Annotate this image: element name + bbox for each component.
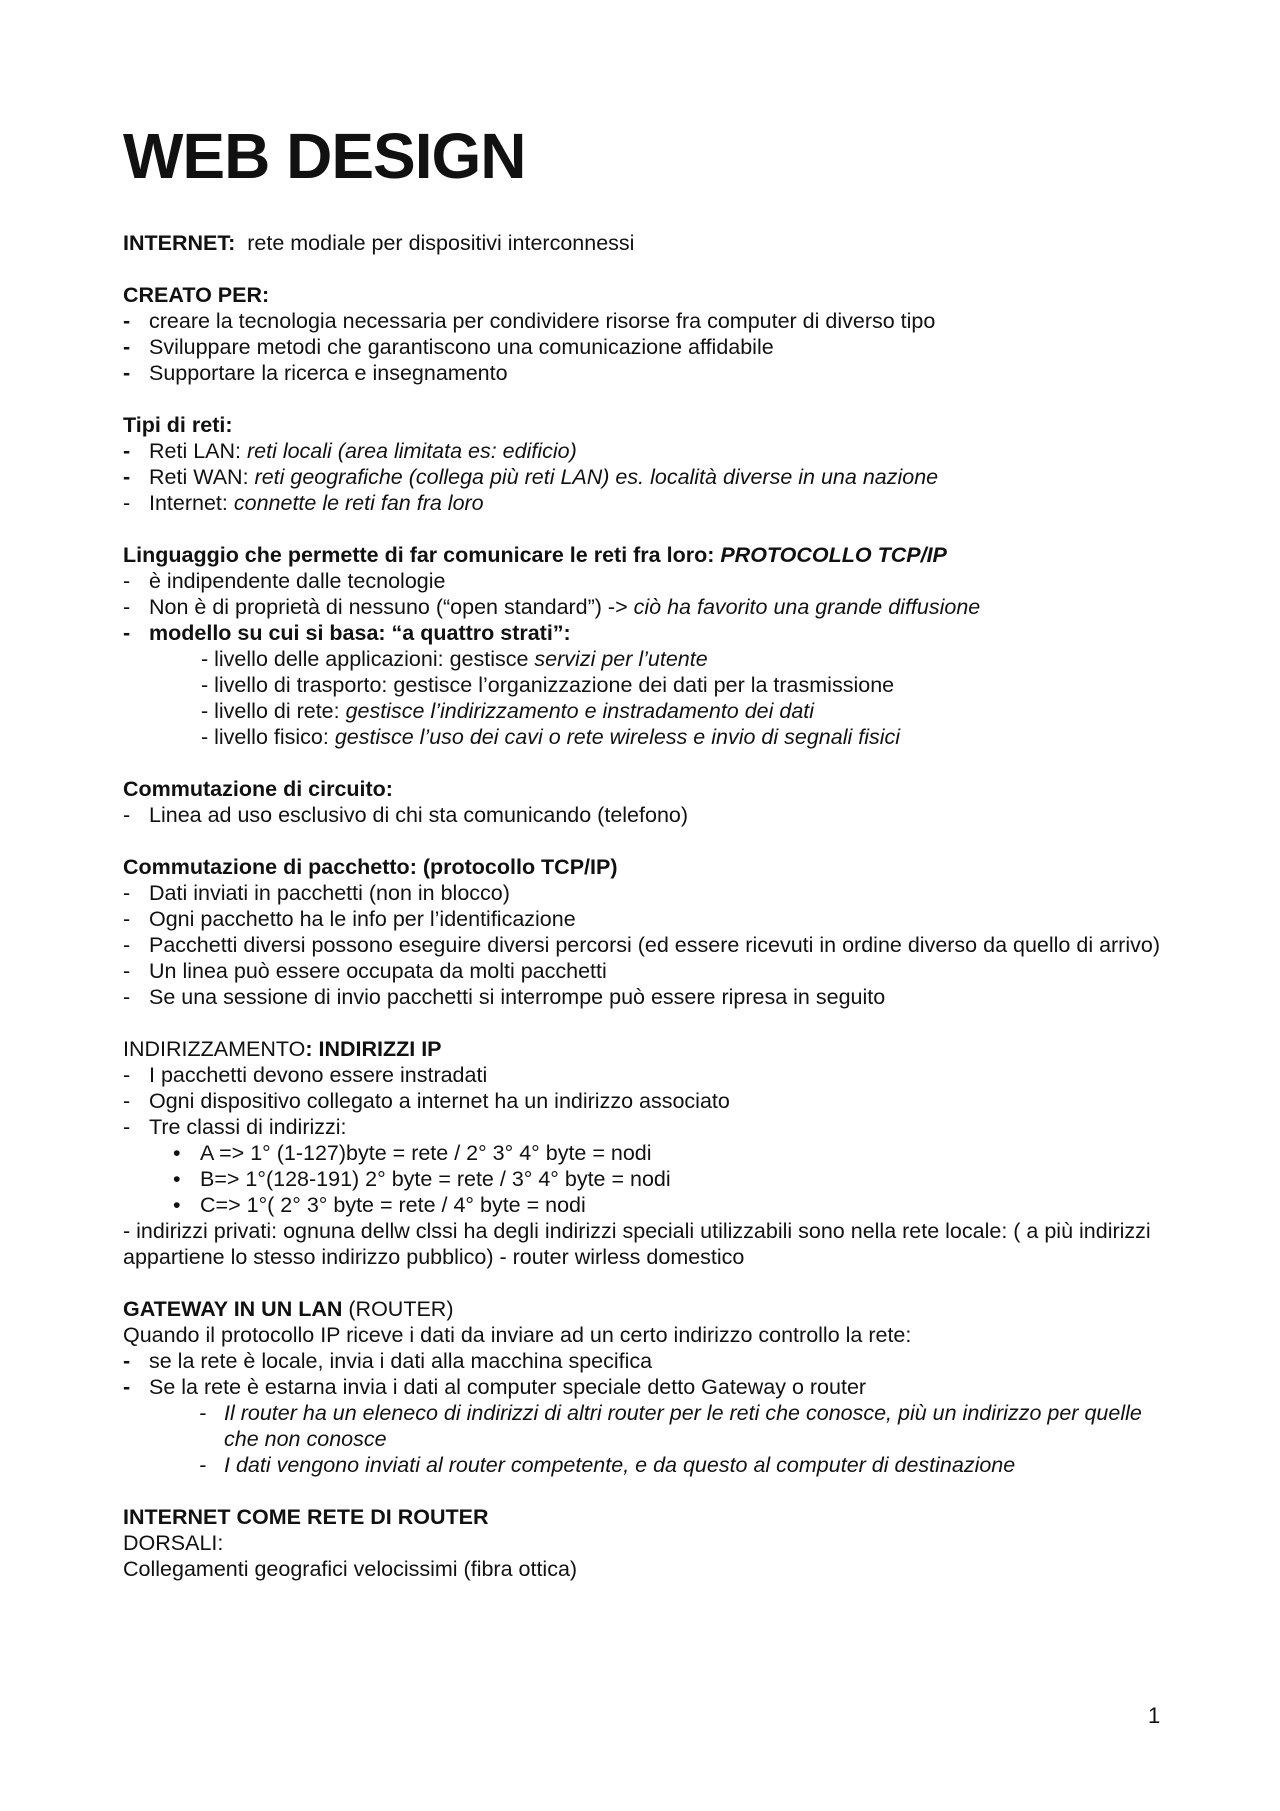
body-text: Collegamenti geografici velocissimi (fibra ottica)	[123, 1557, 578, 1581]
list-item: - se la rete è locale, invia i dati alla macchina specifica	[123, 1348, 1163, 1374]
class-item: • B=> 1°(128-191) 2° byte = rete / 3° 4° byte = nodi	[123, 1166, 1163, 1192]
list-item: - Se una sessione di invio pacchetti si interrompe può essere ripresa in seguito	[123, 984, 1163, 1010]
section-creato	[123, 282, 1163, 386]
sub-list-item: - I dati vengono inviati al router competente, e da questo al computer di destinazione	[123, 1452, 1163, 1478]
section-heading: INTERNET COME RETE DI ROUTER	[123, 1505, 489, 1529]
list-item: - Reti WAN: reti geografiche (collega più reti LAN) es. località diverse in una nazione	[123, 464, 1163, 490]
list-item: - Tre classi di indirizzi:	[123, 1114, 1163, 1140]
list-item: - Linea ad uso esclusivo di chi sta comunicando (telefono)	[123, 802, 1163, 828]
list-item: - Pacchetti diversi possono eseguire diversi percorsi (ed essere ricevuti in ordine diverso da quello di arrivo)	[123, 932, 1163, 958]
section-circuito	[123, 776, 1163, 828]
list-item: - Sviluppare metodi che garantiscono una comunicazione affidabile	[123, 334, 1163, 360]
page-title: WEB DESIGN	[123, 120, 526, 192]
list-item: - Reti LAN: reti locali (area limitata es: edificio)	[123, 438, 1163, 464]
section-heading: CREATO PER:	[123, 283, 270, 307]
internet-definition: INTERNET: rete modiale per dispositivi interconnessi	[123, 231, 635, 255]
list-item: - è indipendente dalle tecnologie	[123, 568, 1163, 594]
private-address-note: - indirizzi privati: ognuna dellw clssi ha degli indirizzi speciali utilizzabili sono nella rete locale: ( a più indirizzi appartiene lo stesso indirizzo pubblico) - router wirless domestico	[123, 1219, 1151, 1269]
section-rete-router	[123, 1504, 1163, 1582]
list-item: - Supportare la ricerca e insegnamento	[123, 360, 1163, 386]
section-pacchetto	[123, 854, 1163, 1010]
section-heading: Tipi di reti:	[123, 413, 233, 437]
section-indirizzamento	[123, 1036, 1163, 1270]
list-item: - I pacchetti devono essere instradati	[123, 1062, 1163, 1088]
subheading: DORSALI:	[123, 1531, 224, 1555]
list-item: - Non è di proprietà di nessuno (“open standard”) -> ciò ha favorito una grande diffusione	[123, 594, 1163, 620]
section-heading: Commutazione di pacchetto: (protocollo TCP/IP)	[123, 855, 618, 879]
section-heading: INDIRIZZAMENTO: INDIRIZZI IP	[123, 1037, 442, 1061]
list-item: - Dati inviati in pacchetti (non in blocco)	[123, 880, 1163, 906]
list-item: - Ogni pacchetto ha le info per l’identificazione	[123, 906, 1163, 932]
list-item: - creare la tecnologia necessaria per condividere risorse fra computer di diverso tipo	[123, 308, 1163, 334]
list-item: - Ogni dispositivo collegato a internet ha un indirizzo associato	[123, 1088, 1163, 1114]
section-heading: Commutazione di circuito:	[123, 777, 393, 801]
level-item: - livello fisico: gestisce l’uso dei cavi o rete wireless e invio di segnali fisici	[201, 725, 901, 749]
page-number: 1	[1148, 1703, 1161, 1728]
list-item: - Se la rete è estarna invia i dati al computer speciale detto Gateway o router	[123, 1374, 1163, 1400]
class-item: • C=> 1°( 2° 3° byte = rete / 4° byte = nodi	[123, 1192, 1163, 1218]
section-gateway	[123, 1296, 1163, 1478]
section-tipi-reti	[123, 412, 1163, 516]
section-heading: GATEWAY IN UN LAN (ROUTER)	[123, 1297, 454, 1321]
section-heading: Linguaggio che permette di far comunicare le reti fra loro: PROTOCOLLO TCP/IP	[123, 543, 947, 567]
level-item: - livello di rete: gestisce l’indirizzamento e instradamento dei dati	[201, 699, 815, 723]
sub-list-item: - Il router ha un eleneco di indirizzi di altri router per le reti che conosce, più un indirizzo per quelle che non conosce	[123, 1400, 1163, 1452]
level-item: - livello delle applicazioni: gestisce servizi per l’utente	[201, 647, 708, 671]
list-item: - Internet: connette le reti fan fra loro	[123, 490, 1163, 516]
list-item: - Un linea può essere occupata da molti pacchetti	[123, 958, 1163, 984]
list-item: - modello su cui si basa: “a quattro strati”:	[123, 620, 1163, 646]
class-item: • A => 1° (1-127)byte = rete / 2° 3° 4° byte = nodi	[123, 1140, 1163, 1166]
level-item: - livello di trasporto: gestisce l’organizzazione dei dati per la trasmissione	[201, 673, 895, 697]
gateway-intro: Quando il protocollo IP riceve i dati da inviare ad un certo indirizzo controllo la rete:	[123, 1323, 912, 1347]
section-linguaggio	[123, 542, 1163, 750]
document-body	[123, 230, 1163, 1582]
